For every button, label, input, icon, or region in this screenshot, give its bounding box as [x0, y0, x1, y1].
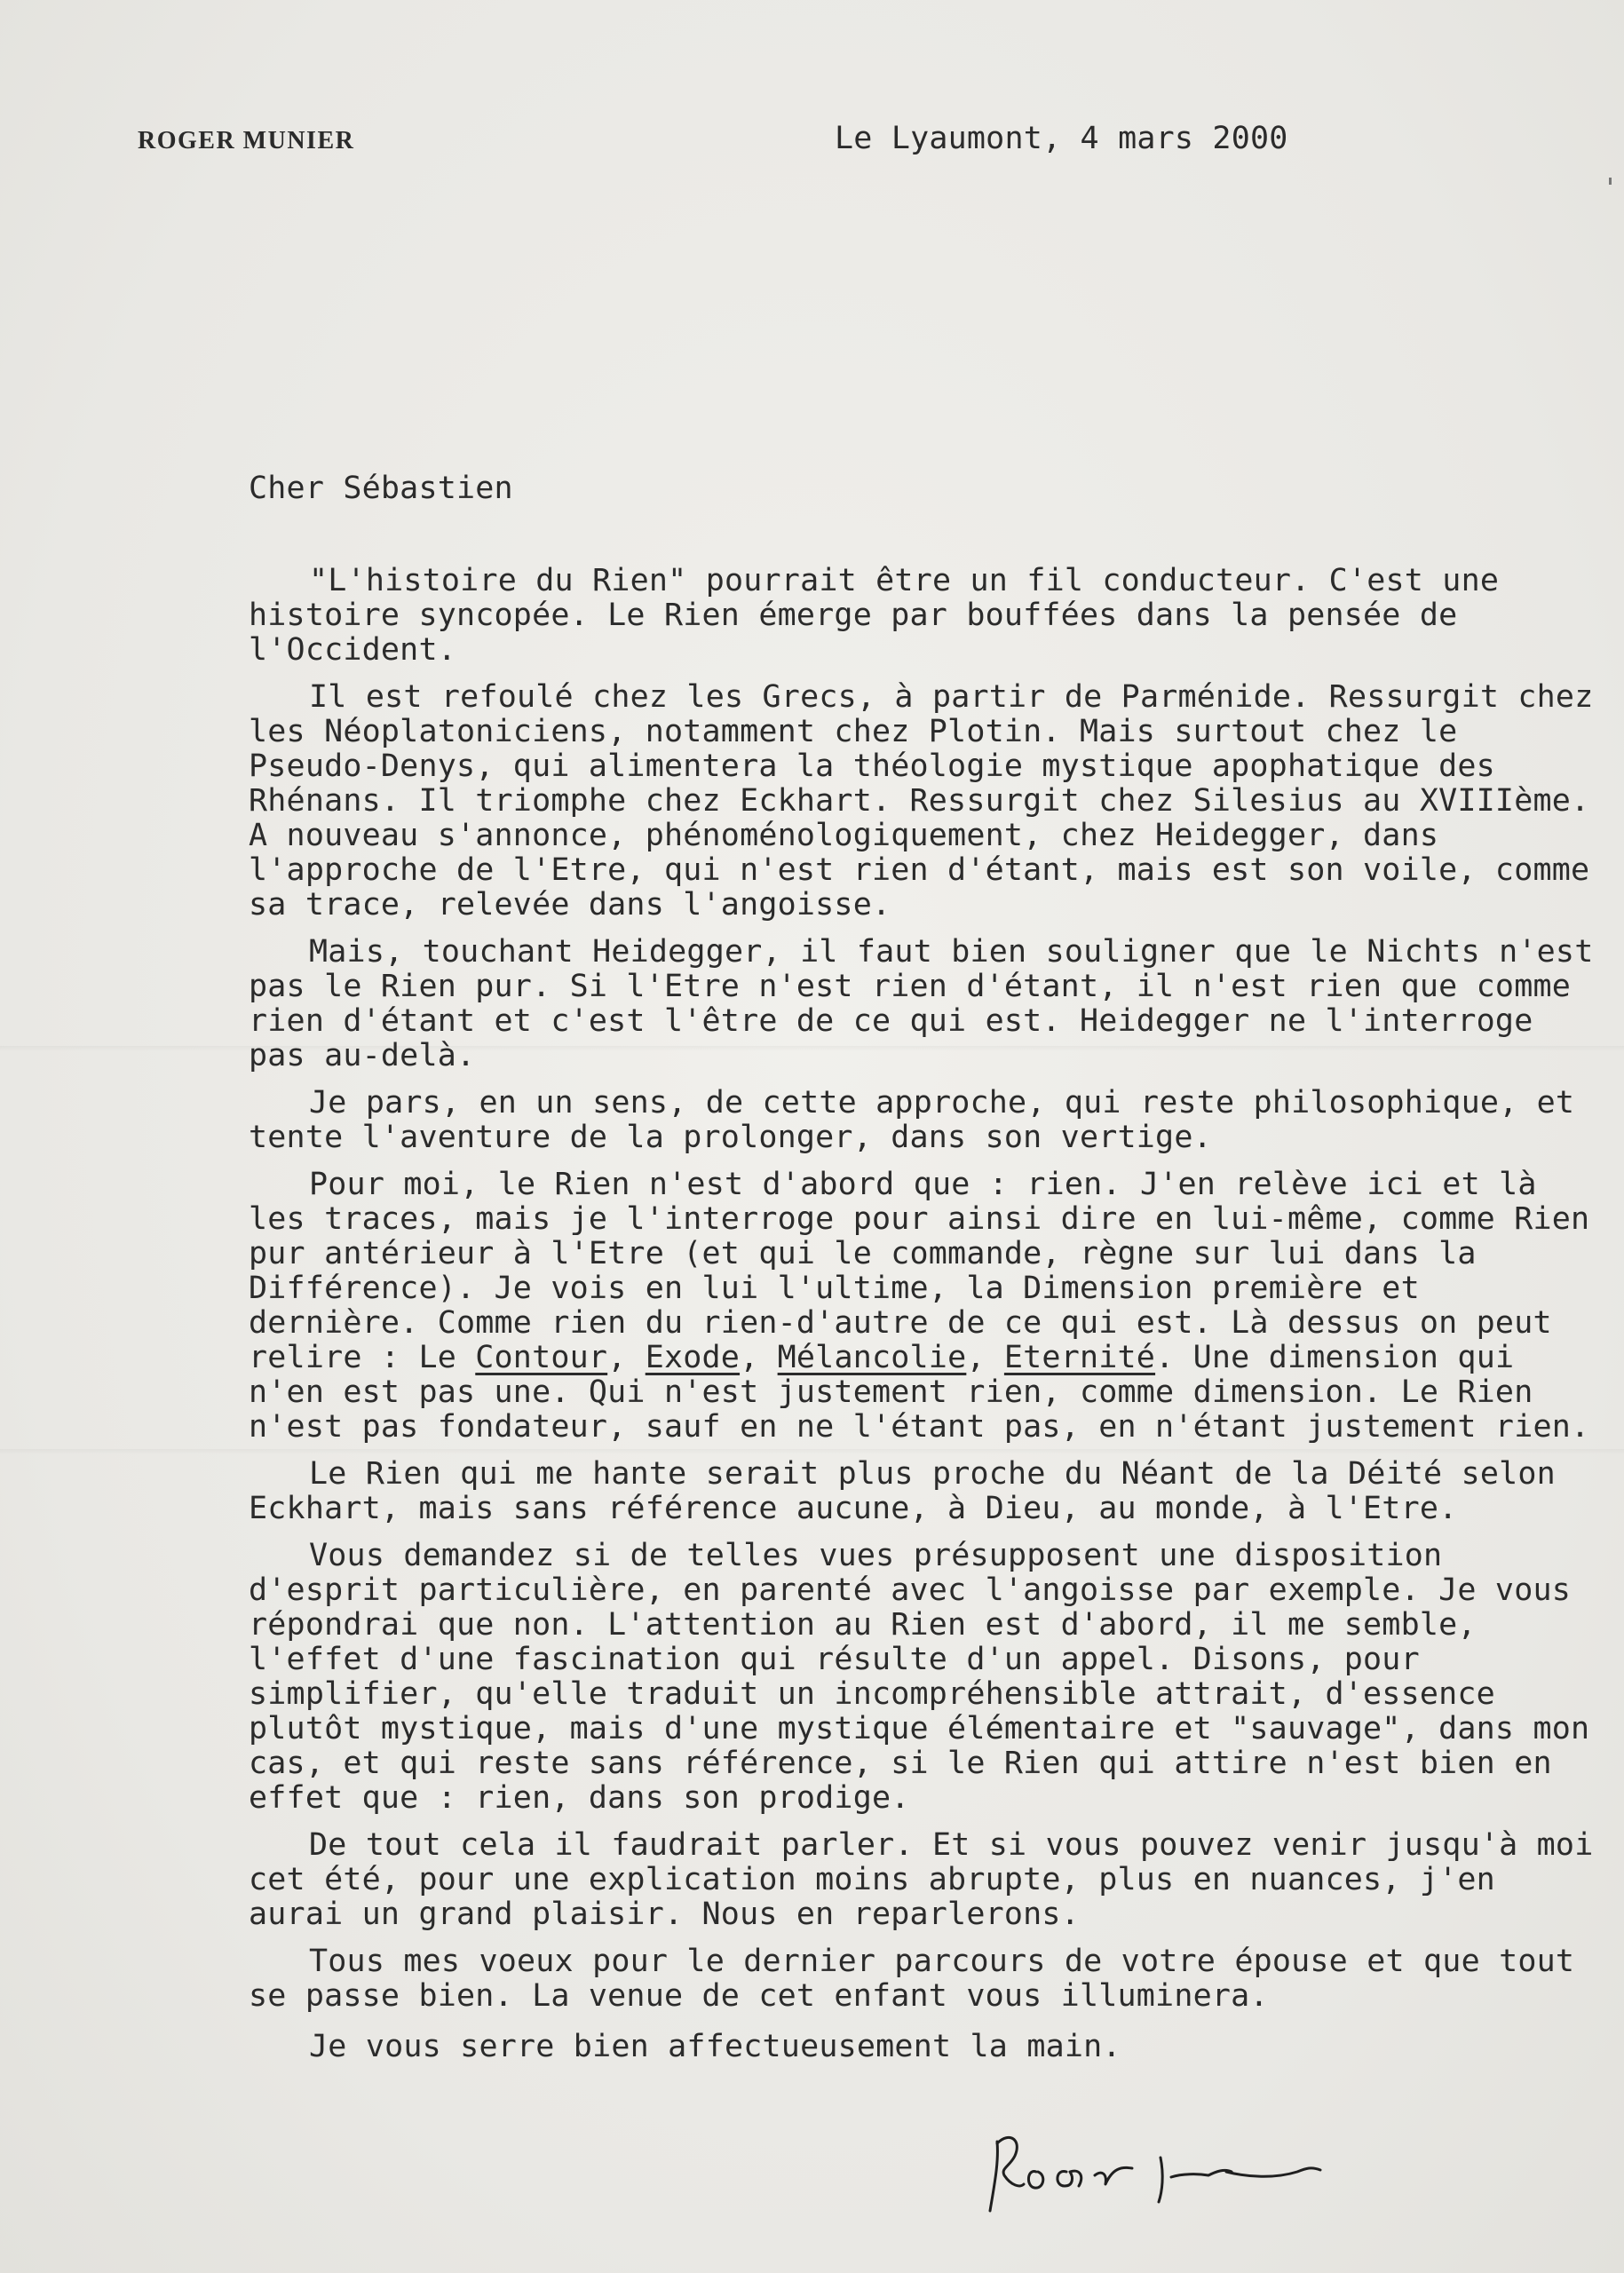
text-run: . Une dimension qui n'en est pas une. Qui n'est justement rien, comme dimension. Le Rien n'est pas fondateur, sauf en ne l'étant pas, en n'étant justement rien.: [249, 1340, 1590, 1445]
letterhead-sender: ROGER MUNIER: [138, 127, 355, 154]
work-title-exode: Exode: [645, 1340, 741, 1375]
text-run: Pour moi, le Rien n'est d'abord que : rien. J'en relève ici et là les traces, mais je l'interroge pour ainsi dire en lui-même, comme Rien pur antérieur à l'Etre (et qui le commande, règne sur lui dans la Différence). Je vois en lui l'ultime, la Dimension première et dernière. Comme rien du rien-d'autre de ce qui est. Là dessus on peut relire : Le: [249, 1167, 1590, 1375]
separator: ,: [607, 1340, 646, 1375]
salutation: Cher Sébastien: [249, 471, 513, 506]
work-title-eternite: Eternité: [1003, 1340, 1156, 1375]
letter-body: [249, 564, 1607, 2077]
paragraph: Tous mes voeux pour le dernier parcours de votre épouse et que tout se passe bien. La venue de cet enfant vous illuminera.: [249, 1944, 1575, 2014]
signature-scribble-icon: [981, 2122, 1425, 2220]
work-title-contour: Contour: [475, 1340, 608, 1375]
paragraph: Vous demandez si de telles vues présupposent une disposition d'esprit particulière, en parenté avec l'angoisse par exemple. Je vous répondrai que non. L'attention au Rien est d'abord, il me semble, l'effet d'une fascination qui résulte d'un appel. Disons, pour simplifier, qu'elle traduit un incompréhensible attrait, d'essence plutôt mystique, mais d'une mystique élémentaire et "sauvage", dans mon cas, et qui reste sans référence, si le Rien qui attire n'est bien en effet que : rien, dans son prodige.: [249, 1538, 1590, 1816]
paragraph-works: [249, 1168, 1607, 1445]
paragraph: "L'histoire du Rien" pourrait être un fil conducteur. C'est une histoire syncopée. Le Rien émerge par bouffées dans la pensée de l'Occident.: [249, 563, 1500, 668]
handwritten-signature: [981, 2122, 1425, 2220]
paragraph: Je pars, en un sens, de cette approche, qui reste philosophique, et tente l'aventure de la prolonger, dans son vertige.: [249, 1085, 1575, 1155]
fold-mark: [1609, 178, 1612, 185]
paragraph: Il est refoulé chez les Grecs, à partir de Parménide. Ressurgit chez les Néoplatoniciens, notamment chez Plotin. Mais surtout chez le Pseudo-Denys, qui alimentera la théologie mystique apophatique des Rhénans. Il triomphe chez Eckhart. Ressurgit chez Silesius au XVIIIème. A nouveau s'annonce, phénoménologiquement, chez Heidegger, dans l'approche de l'Etre, qui n'est rien d'étant, mais est son voile, comme sa trace, relevée dans l'angoisse.: [249, 679, 1594, 923]
separator: ,: [740, 1340, 778, 1375]
work-title-melancolie: Mélancolie: [777, 1340, 967, 1375]
paragraph: Le Rien qui me hante serait plus proche du Néant de la Déité selon Eckhart, mais sans référence aucune, à Dieu, au monde, à l'Etre.: [249, 1456, 1556, 1526]
paragraph: Mais, touchant Heidegger, il faut bien souligner que le Nichts n'est pas le Rien pur. Si l'Etre n'est rien d'étant, il n'est rien que comme rien d'étant et c'est l'être de ce qui est. Heidegger ne l'interroge pas au-delà.: [249, 934, 1594, 1073]
closing-line: Je vous serre bien affectueusement la main.: [309, 2029, 1121, 2064]
dateline: Le Lyaumont, 4 mars 2000: [835, 121, 1288, 156]
paragraph: De tout cela il faudrait parler. Et si vous pouvez venir jusqu'à moi cet été, pour une explication moins abrupte, plus en nuances, j'en aurai un grand plaisir. Nous en reparlerons.: [249, 1827, 1594, 1932]
separator: ,: [966, 1340, 1004, 1375]
